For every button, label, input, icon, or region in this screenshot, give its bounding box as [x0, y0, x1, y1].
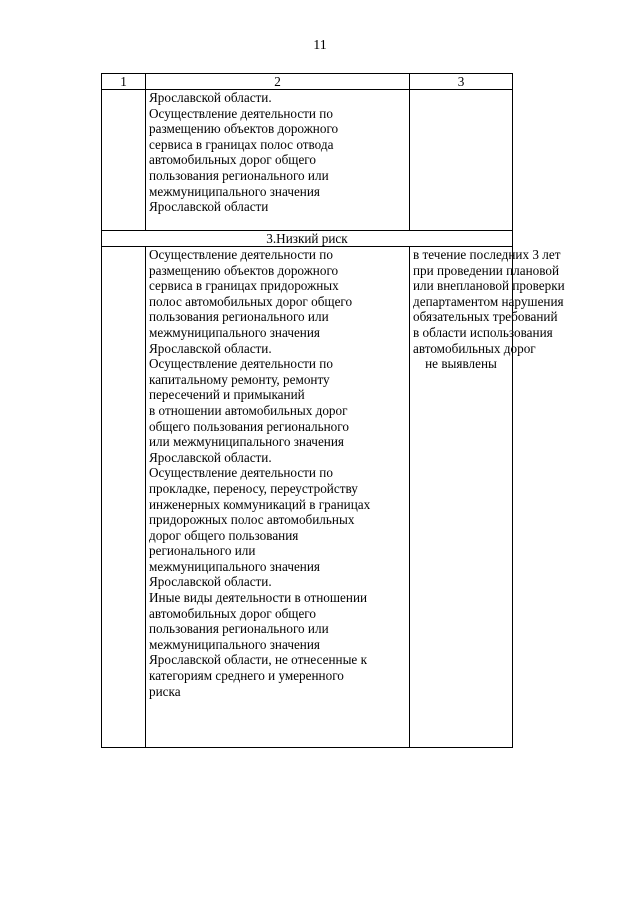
cell-text-line: регионального или [149, 543, 256, 559]
cell-text-line: Ярославской области. [149, 90, 272, 105]
cell-text-line: капитальному ремонту, ремонту [149, 371, 330, 387]
cell-text-line: Ярославской области. [149, 449, 272, 465]
header-cell-2: 2 [146, 74, 410, 90]
header-cell-1: 1 [102, 74, 146, 90]
row-b-col3 [410, 247, 565, 748]
cell-text-line: не выявлены [425, 356, 497, 372]
row-a-col3 [410, 90, 513, 231]
cell-text-line: Ярославской области. [149, 574, 272, 590]
table-header-row [102, 74, 513, 90]
cell-text-line: Осуществление деятельности по [149, 105, 333, 121]
cell-text-line: пересечений и примыканий [149, 387, 305, 403]
table-row [102, 247, 513, 748]
cell-text-line: в отношении автомобильных дорог [149, 402, 348, 418]
cell-text-line: пользования регионального или [149, 167, 329, 183]
cell-text-line: автомобильных дорог общего [149, 152, 316, 168]
row-b-col1 [102, 247, 146, 748]
cell-text-line: при проведении плановой [413, 262, 560, 278]
cell-text-line: Ярославской области [149, 199, 269, 215]
cell-text-line: пользования регионального или [149, 621, 329, 637]
risk-table [101, 73, 565, 748]
cell-text-line: пользования регионального или [149, 309, 329, 325]
cell-text-line: сервиса в границах полос отвода [149, 136, 334, 152]
cell-text-line: межмуниципального значения [149, 636, 320, 652]
cell-text-line: размещению объектов дорожного [149, 262, 339, 278]
section-title: 3.Низкий риск [102, 231, 513, 247]
cell-text-line: риска [149, 683, 181, 699]
cell-text-line: автомобильных дорог общего [149, 605, 316, 621]
cell-text-line: Осуществление деятельности по [149, 356, 333, 372]
cell-text-line: придорожных полос автомобильных [149, 512, 355, 528]
cell-text-line: межмуниципального значения [149, 324, 320, 340]
page-number: 11 [313, 38, 327, 53]
cell-text-line: в течение последних 3 лет [413, 247, 561, 262]
cell-text-line: или межмуниципального значения [149, 434, 344, 450]
cell-text-line: общего пользования регионального [149, 418, 349, 434]
row-a-col1 [102, 90, 146, 231]
cell-text-line: полос автомобильных дорог общего [149, 293, 353, 309]
cell-text-line: Осуществление деятельности по [149, 465, 333, 481]
header-cell-3: 3 [410, 74, 513, 90]
row-a-col2 [146, 90, 410, 231]
cell-text-line: Ярославской области, не отнесенные к [149, 652, 367, 668]
cell-text-line: инженерных коммуникаций в границах [149, 496, 371, 512]
cell-text-line: сервиса в границах придорожных [149, 278, 339, 294]
cell-text-line: департаментом нарушения [413, 293, 564, 309]
section-row [102, 231, 513, 247]
cell-text-line: или внеплановой проверки [413, 278, 565, 294]
cell-text-line: Осуществление деятельности по [149, 247, 333, 262]
cell-text-line: категориям среднего и умеренного [149, 668, 344, 684]
cell-text-line: в области использования [413, 324, 553, 340]
cell-text-line: прокладке, переносу, переустройству [149, 480, 358, 496]
row-b-col2 [146, 247, 410, 748]
cell-text-line: Ярославской области. [149, 340, 272, 356]
cell-text-line: дорог общего пользования [149, 527, 299, 543]
table-row [102, 90, 513, 231]
cell-text-line: обязательных требований [413, 309, 558, 325]
cell-text-line: размещению объектов дорожного [149, 121, 339, 137]
cell-text-line: межмуниципального значения [149, 183, 320, 199]
cell-text-line: Иные виды деятельности в отношении [149, 590, 368, 606]
cell-text-line: автомобильных дорог [413, 340, 536, 356]
cell-text-line: межмуниципального значения [149, 558, 320, 574]
